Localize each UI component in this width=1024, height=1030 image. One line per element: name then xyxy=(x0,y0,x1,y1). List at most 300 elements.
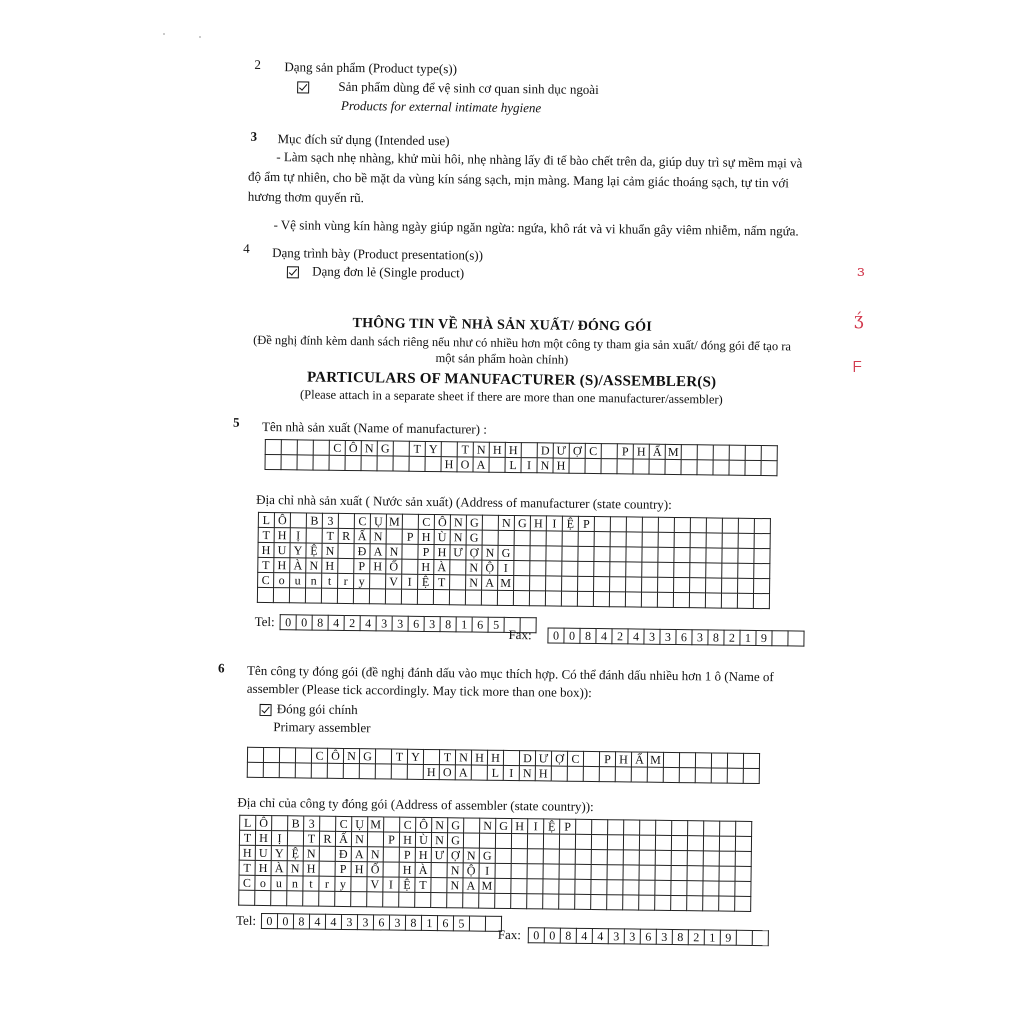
address-char-cell: P xyxy=(383,832,399,847)
address-char-cell: Ộ xyxy=(463,863,479,878)
name-char-cell xyxy=(247,747,263,762)
name-char-cell xyxy=(281,455,297,470)
address-char-cell xyxy=(562,561,578,576)
name-char-cell xyxy=(695,768,711,783)
address-char-cell xyxy=(642,562,658,577)
address-char-cell xyxy=(642,577,658,592)
name-char-cell xyxy=(407,764,423,779)
grid-row xyxy=(528,928,768,946)
address-char-cell: Ợ xyxy=(466,545,482,560)
name-char-cell xyxy=(361,456,377,471)
address-char-cell xyxy=(626,532,642,547)
address-char-cell: I xyxy=(528,819,544,834)
address-char-cell: H xyxy=(258,542,274,557)
address-char-cell xyxy=(239,890,255,905)
name-char-cell: T xyxy=(457,442,473,457)
address-char-cell: Ô xyxy=(434,515,450,530)
assembler-name-label-1: Tên công ty đóng gói (đề nghị đánh dấu vào mục thích hợp. Có thể đánh dấu nhiều hơn 1 ô (Name of xyxy=(246,662,774,685)
address-char-cell: Ù xyxy=(434,530,450,545)
address-char-cell xyxy=(671,850,687,865)
address-char-cell xyxy=(495,878,511,893)
name-char-cell xyxy=(343,763,359,778)
fax-digit-cell xyxy=(752,930,768,945)
address-char-cell xyxy=(738,578,754,593)
address-char-cell xyxy=(591,849,607,864)
address-char-cell xyxy=(735,836,751,851)
address-char-cell: H xyxy=(512,819,528,834)
tel-digit-cell: 4 xyxy=(328,615,344,630)
address-char-cell xyxy=(511,864,527,879)
name-char-cell xyxy=(263,747,279,762)
tel-digit-cell: 3 xyxy=(357,915,373,930)
address-char-cell: Ộ xyxy=(482,560,498,575)
name-char-cell xyxy=(743,768,759,783)
address-char-cell xyxy=(656,820,672,835)
section-4-option xyxy=(287,263,464,281)
address-char-cell xyxy=(543,864,559,879)
address-char-cell xyxy=(543,834,559,849)
address-char-cell xyxy=(687,881,703,896)
address-char-cell xyxy=(495,893,511,908)
name-char-cell: N xyxy=(519,766,535,781)
name-char-cell xyxy=(583,766,599,781)
address-char-cell xyxy=(578,546,594,561)
name-char-cell xyxy=(391,764,407,779)
address-char-cell: A xyxy=(370,544,386,559)
address-char-cell: r xyxy=(338,573,354,588)
address-char-cell xyxy=(738,563,754,578)
tel-digit-cell: 3 xyxy=(392,616,408,631)
fax-digit-cell: 0 xyxy=(564,628,580,643)
name-char-cell: Ư xyxy=(553,443,569,458)
name-char-cell xyxy=(601,444,617,459)
address-char-cell xyxy=(623,880,639,895)
address-char-cell xyxy=(737,593,753,608)
assembler-address-grid xyxy=(238,815,752,912)
address-char-cell: N xyxy=(287,861,303,876)
address-char-cell xyxy=(402,559,418,574)
address-char-cell xyxy=(674,532,690,547)
address-char-cell xyxy=(720,821,736,836)
address-char-cell: H xyxy=(303,861,319,876)
section-4-option-label: Dạng đơn lẻ (Single product) xyxy=(312,263,465,281)
primary-assembler-option xyxy=(259,701,357,718)
address-char-cell xyxy=(575,849,591,864)
name-char-cell: N xyxy=(343,748,359,763)
address-char-cell xyxy=(608,820,624,835)
address-char-cell xyxy=(562,531,578,546)
address-char-cell xyxy=(738,548,754,563)
fax-digit-cell: 2 xyxy=(688,930,704,945)
address-char-cell: M xyxy=(498,575,514,590)
address-char-cell xyxy=(626,577,642,592)
name-char-cell xyxy=(265,454,281,469)
manufacturer-name-grid xyxy=(264,439,777,476)
name-char-cell xyxy=(761,461,777,476)
address-char-cell xyxy=(415,892,431,907)
name-char-cell xyxy=(697,445,713,460)
address-char-cell: L xyxy=(240,815,256,830)
name-char-cell xyxy=(681,445,697,460)
address-char-cell xyxy=(607,850,623,865)
address-char-cell: I xyxy=(546,516,562,531)
address-char-cell xyxy=(530,546,546,561)
address-char-cell: T xyxy=(258,557,274,572)
manufacturer-note-vi-2: một sản phẩm hoàn chỉnh) xyxy=(435,351,569,367)
address-char-cell: B xyxy=(306,513,322,528)
address-char-cell: N xyxy=(466,575,482,590)
address-char-cell xyxy=(687,851,703,866)
address-char-cell xyxy=(738,518,754,533)
address-char-cell xyxy=(431,863,447,878)
address-char-cell: C xyxy=(336,816,352,831)
address-char-cell xyxy=(431,893,447,908)
address-char-cell xyxy=(578,531,594,546)
address-char-cell: y xyxy=(354,574,370,589)
name-char-cell xyxy=(279,763,295,778)
address-char-cell xyxy=(576,819,592,834)
address-char-cell: H xyxy=(255,860,271,875)
tel-digit-cell: 6 xyxy=(472,617,488,632)
name-char-cell: H xyxy=(423,764,439,779)
name-char-cell xyxy=(345,455,361,470)
name-char-cell xyxy=(681,460,697,475)
address-char-cell: C xyxy=(400,817,416,832)
address-char-cell xyxy=(671,880,687,895)
address-char-cell: G xyxy=(496,818,512,833)
name-char-cell xyxy=(489,457,505,472)
address-char-cell: H xyxy=(322,558,338,573)
address-char-cell xyxy=(703,851,719,866)
address-char-cell xyxy=(719,851,735,866)
address-char-cell: À xyxy=(415,862,431,877)
address-char-cell: H xyxy=(415,847,431,862)
address-char-cell xyxy=(543,894,559,909)
address-char-cell: Ệ xyxy=(287,846,303,861)
address-char-cell xyxy=(287,891,303,906)
address-char-cell xyxy=(591,864,607,879)
address-char-cell: N xyxy=(463,848,479,863)
manufacturer-note-en: (Please attach in a separate sheet if there are more than one manufacturer/assembler) xyxy=(299,387,723,407)
address-char-cell xyxy=(559,864,575,879)
assembler-tel-label: Tel: xyxy=(235,912,257,928)
section-2-title: Dạng sản phẩm (Product type(s)) xyxy=(284,59,458,77)
address-char-cell: Y xyxy=(271,846,287,861)
address-char-cell: H xyxy=(239,845,255,860)
address-char-cell xyxy=(450,560,466,575)
address-char-cell xyxy=(674,517,690,532)
address-char-cell xyxy=(642,532,658,547)
address-char-cell xyxy=(672,820,688,835)
manufacturer-tel-grid xyxy=(280,614,537,633)
address-char-cell xyxy=(690,548,706,563)
address-char-cell xyxy=(703,881,719,896)
address-char-cell xyxy=(703,896,719,911)
name-char-cell xyxy=(617,459,633,474)
address-char-cell xyxy=(703,866,719,881)
address-char-cell xyxy=(335,891,351,906)
address-char-cell: B xyxy=(288,816,304,831)
fax-digit-cell xyxy=(788,631,804,646)
section-2-option-vi: Sản phẩm dùng để vệ sinh cơ quan sinh dục ngoài xyxy=(338,78,599,98)
fax-digit-cell: 1 xyxy=(704,930,720,945)
name-char-cell: P xyxy=(599,752,615,767)
assembler-fax-label: Fax: xyxy=(497,926,522,943)
address-char-cell xyxy=(671,865,687,880)
tel-digit-cell: 4 xyxy=(360,616,376,631)
address-char-cell xyxy=(705,593,721,608)
address-char-cell xyxy=(641,592,657,607)
address-char-cell: C xyxy=(239,875,255,890)
address-char-cell xyxy=(431,878,447,893)
address-char-cell xyxy=(690,518,706,533)
fax-digit-cell: 2 xyxy=(612,629,628,644)
address-char-cell xyxy=(736,821,752,836)
address-char-cell xyxy=(303,891,319,906)
address-char-cell: P xyxy=(402,529,418,544)
address-char-cell xyxy=(657,592,673,607)
address-char-cell: T xyxy=(258,527,274,542)
address-char-cell xyxy=(514,561,530,576)
address-char-cell: u xyxy=(271,876,287,891)
address-char-cell xyxy=(369,589,385,604)
tel-digit-cell: 8 xyxy=(405,915,421,930)
name-char-cell: G xyxy=(359,749,375,764)
address-char-cell: Ố xyxy=(367,862,383,877)
name-char-cell xyxy=(503,750,519,765)
address-char-cell xyxy=(399,892,415,907)
name-char-cell xyxy=(599,767,615,782)
address-char-cell xyxy=(642,517,658,532)
name-char-cell: Ẩ xyxy=(649,444,665,459)
name-char-cell xyxy=(583,751,599,766)
manufacturer-name-label: Tên nhà sản xuất (Name of manufacturer) : xyxy=(261,418,487,437)
address-char-cell: N xyxy=(450,530,466,545)
address-char-cell: U xyxy=(274,543,290,558)
address-char-cell: T xyxy=(239,830,255,845)
fax-digit-cell: 0 xyxy=(544,928,560,943)
address-char-cell xyxy=(353,589,369,604)
address-char-cell xyxy=(671,835,687,850)
address-char-cell xyxy=(594,547,610,562)
address-char-cell xyxy=(688,821,704,836)
address-char-cell xyxy=(623,835,639,850)
scan-speck xyxy=(199,36,201,38)
address-char-cell xyxy=(306,528,322,543)
fax-digit-cell: 6 xyxy=(676,630,692,645)
address-char-cell: G xyxy=(498,545,514,560)
address-char-cell: N xyxy=(386,544,402,559)
tel-digit-cell: 6 xyxy=(373,915,389,930)
grid-row xyxy=(280,615,536,633)
address-char-cell xyxy=(658,517,674,532)
address-char-cell: Đ xyxy=(335,846,351,861)
address-char-cell xyxy=(271,891,287,906)
address-char-cell: 3 xyxy=(322,513,338,528)
address-char-cell xyxy=(482,530,498,545)
name-char-cell: G xyxy=(377,441,393,456)
name-char-cell xyxy=(601,459,617,474)
name-char-cell xyxy=(263,762,279,777)
address-char-cell xyxy=(639,835,655,850)
address-char-cell xyxy=(402,544,418,559)
fax-digit-cell: 3 xyxy=(644,629,660,644)
name-char-cell: Ư xyxy=(535,751,551,766)
name-char-cell xyxy=(713,460,729,475)
section-2-number: 2 xyxy=(254,56,262,72)
address-char-cell: T xyxy=(239,860,255,875)
address-char-cell xyxy=(321,588,337,603)
address-char-cell xyxy=(561,591,577,606)
address-char-cell: G xyxy=(466,515,482,530)
address-char-cell xyxy=(351,877,367,892)
fax-digit-cell: 4 xyxy=(628,629,644,644)
address-char-cell xyxy=(721,593,737,608)
name-char-cell xyxy=(281,440,297,455)
address-char-cell xyxy=(449,590,465,605)
address-char-cell xyxy=(655,835,671,850)
address-char-cell xyxy=(383,892,399,907)
name-char-cell: T xyxy=(391,749,407,764)
address-char-cell xyxy=(754,578,770,593)
name-char-cell xyxy=(761,446,777,461)
assembler-address-label: Địa chỉ của công ty đóng gói (Address of assembler (state country)): xyxy=(237,794,594,815)
address-char-cell xyxy=(706,518,722,533)
address-char-cell xyxy=(607,865,623,880)
address-char-cell: À xyxy=(290,558,306,573)
address-char-cell: Ệ xyxy=(306,543,322,558)
intended-use-line-2: độ ẩm tự nhiên, cho bề mặt da vùng kín sáng sạch, mịn màng. Mang lại cảm giác thoáng sạch, tự tin với xyxy=(247,168,789,191)
address-char-cell xyxy=(257,587,273,602)
name-char-cell xyxy=(375,749,391,764)
name-char-cell xyxy=(663,752,679,767)
address-char-cell xyxy=(593,592,609,607)
address-char-cell xyxy=(575,894,591,909)
address-char-cell xyxy=(578,576,594,591)
name-char-cell xyxy=(711,768,727,783)
address-char-cell xyxy=(623,865,639,880)
address-char-cell xyxy=(592,819,608,834)
name-char-cell xyxy=(679,753,695,768)
name-char-cell xyxy=(311,763,327,778)
fax-digit-cell: 8 xyxy=(580,628,596,643)
address-char-cell xyxy=(626,547,642,562)
fax-digit-cell: 4 xyxy=(576,928,592,943)
tel-digit-cell xyxy=(469,916,485,931)
address-char-cell: H xyxy=(351,862,367,877)
address-char-cell xyxy=(465,590,481,605)
name-char-cell: H xyxy=(535,766,551,781)
checked-box-icon xyxy=(259,704,271,716)
name-char-cell: Y xyxy=(425,441,441,456)
address-char-cell: 3 xyxy=(304,816,320,831)
name-char-cell xyxy=(665,459,681,474)
address-char-cell xyxy=(690,578,706,593)
address-char-cell xyxy=(754,548,770,563)
name-char-cell: L xyxy=(487,765,503,780)
address-char-cell xyxy=(433,590,449,605)
address-char-cell xyxy=(722,518,738,533)
address-char-cell: A xyxy=(463,878,479,893)
manufacturer-heading-vi: THÔNG TIN VỀ NHÀ SẢN XUẤT/ ĐÓNG GÓI xyxy=(352,316,653,335)
address-char-cell: N xyxy=(482,545,498,560)
address-char-cell: A xyxy=(351,847,367,862)
name-char-cell xyxy=(377,456,393,471)
name-char-cell: H xyxy=(487,750,503,765)
address-char-cell: V xyxy=(367,877,383,892)
address-char-cell xyxy=(640,820,656,835)
address-char-cell xyxy=(543,879,559,894)
name-char-cell xyxy=(471,765,487,780)
name-char-cell: Y xyxy=(407,749,423,764)
address-char-cell xyxy=(319,891,335,906)
address-char-cell: C xyxy=(418,514,434,529)
assembler-name-grid xyxy=(247,747,760,784)
address-char-cell xyxy=(338,513,354,528)
name-char-cell xyxy=(647,767,663,782)
address-char-cell xyxy=(370,574,386,589)
address-char-cell xyxy=(591,879,607,894)
address-char-cell xyxy=(384,817,400,832)
address-char-cell xyxy=(610,547,626,562)
intended-use-line-3: hương thơm quyến rũ. xyxy=(247,188,365,206)
tel-digit-cell: 5 xyxy=(453,916,469,931)
tel-digit-cell: 3 xyxy=(341,914,357,929)
address-char-cell xyxy=(610,577,626,592)
address-char-cell xyxy=(351,892,367,907)
address-char-cell: R xyxy=(338,528,354,543)
address-char-cell: N xyxy=(447,878,463,893)
address-char-cell xyxy=(546,531,562,546)
address-char-cell xyxy=(610,517,626,532)
section-5-number: 5 xyxy=(232,414,240,430)
tel-digit-cell: 0 xyxy=(261,913,277,928)
address-char-cell: Ợ xyxy=(447,848,463,863)
address-char-cell: H xyxy=(399,862,415,877)
fax-digit-cell xyxy=(736,930,752,945)
name-char-cell xyxy=(697,460,713,475)
name-char-cell: A xyxy=(473,457,489,472)
address-char-cell: N xyxy=(480,818,496,833)
name-char-cell: A xyxy=(455,765,471,780)
name-char-cell xyxy=(727,753,743,768)
address-char-cell xyxy=(495,863,511,878)
address-char-cell xyxy=(690,563,706,578)
name-char-cell xyxy=(567,766,583,781)
margin-mark-1: ɜ xyxy=(857,262,865,280)
address-char-cell: M xyxy=(479,878,495,893)
address-char-cell: C xyxy=(258,572,274,587)
address-char-cell: o xyxy=(255,875,271,890)
address-char-cell xyxy=(689,593,705,608)
address-char-cell: Đ xyxy=(354,544,370,559)
address-char-cell xyxy=(594,532,610,547)
address-char-cell: Ô xyxy=(416,817,432,832)
fax-digit-cell xyxy=(772,631,788,646)
address-char-cell xyxy=(591,894,607,909)
name-char-cell xyxy=(615,767,631,782)
address-char-cell: P xyxy=(354,559,370,574)
address-char-cell: H xyxy=(434,545,450,560)
name-char-cell: O xyxy=(439,765,455,780)
address-char-cell xyxy=(639,895,655,910)
address-char-cell xyxy=(639,865,655,880)
address-char-cell xyxy=(401,589,417,604)
address-char-cell xyxy=(658,547,674,562)
address-char-cell xyxy=(594,562,610,577)
address-char-cell xyxy=(591,834,607,849)
address-char-cell xyxy=(402,514,418,529)
